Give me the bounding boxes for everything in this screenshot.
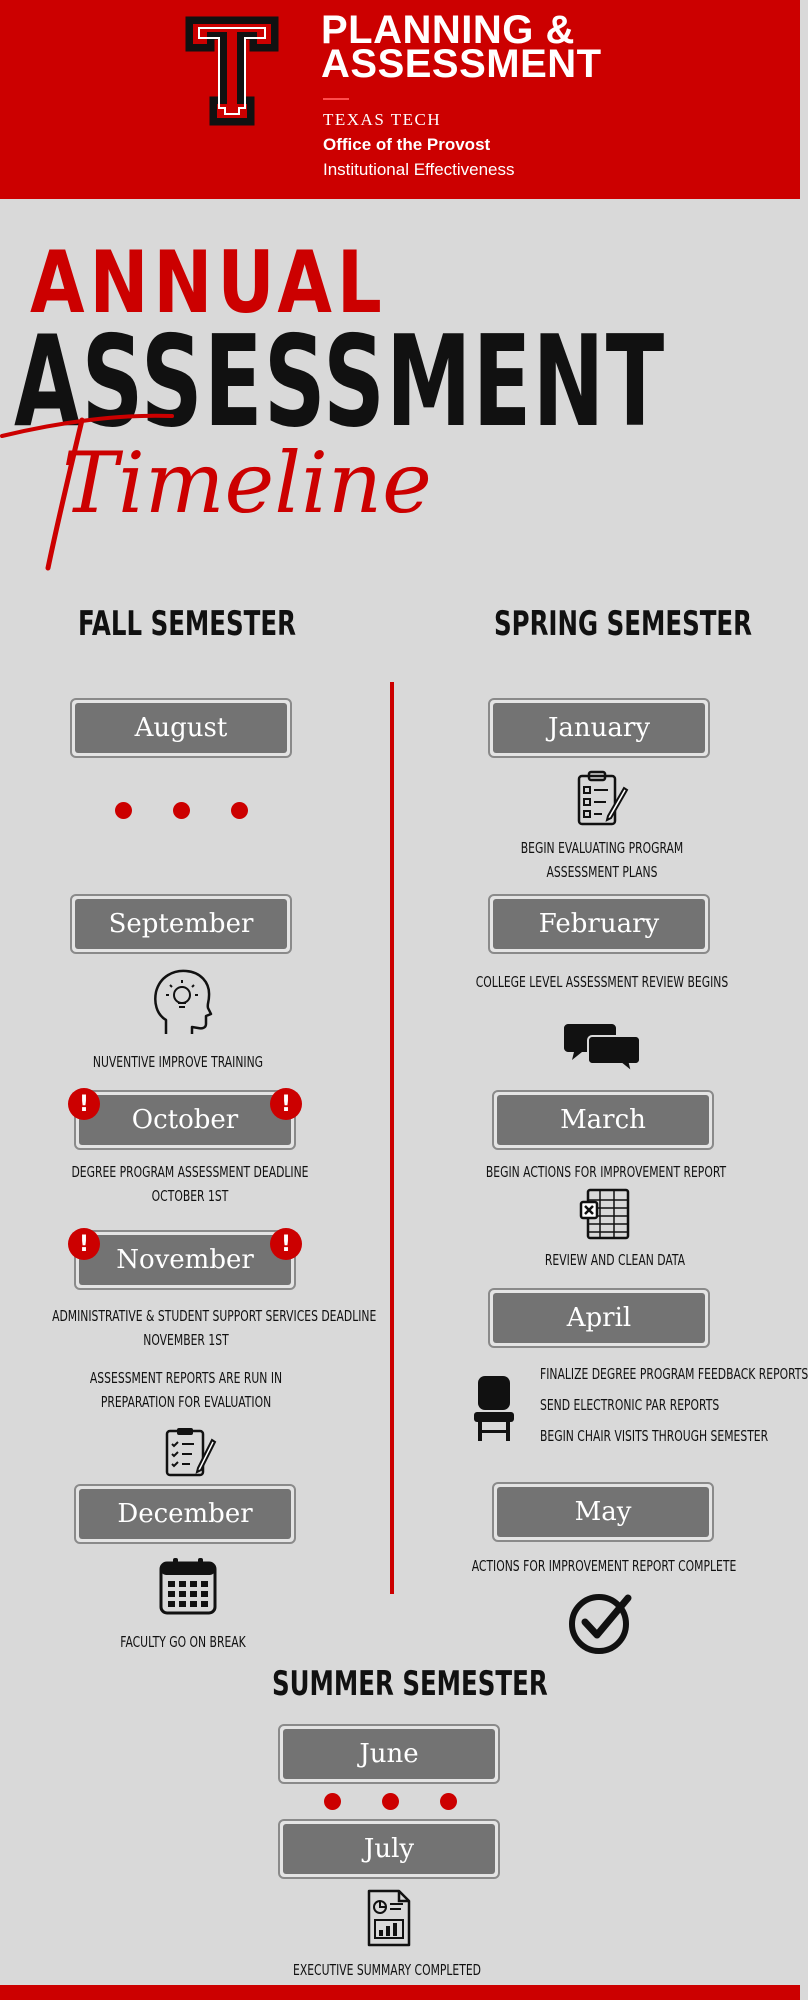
alert-icon: ! — [270, 1088, 302, 1120]
brand-title — [321, 8, 761, 86]
calendar-icon — [158, 1556, 218, 1616]
november-caption-1: ADMINISTRATIVE & STUDENT SUPPORT SERVICES DEADLINE — [52, 1307, 377, 1325]
october-caption-1: DEGREE PROGRAM ASSESSMENT DEADLINE — [71, 1163, 309, 1181]
alert-icon: ! — [68, 1228, 100, 1260]
november-caption-3: ASSESSMENT REPORTS ARE RUN IN — [89, 1369, 283, 1387]
chat-bubbles-icon — [564, 1022, 640, 1072]
march-caption-2: REVIEW AND CLEAN DATA — [544, 1251, 686, 1269]
summer-heading: SUMMER SEMESTER — [272, 1664, 548, 1704]
month-december — [74, 1484, 296, 1544]
month-january — [488, 698, 710, 758]
month-october-label: October — [79, 1095, 291, 1145]
november-caption-4: PREPARATION FOR EVALUATION — [100, 1393, 272, 1411]
month-october — [74, 1090, 296, 1150]
february-caption: COLLEGE LEVEL ASSESSMENT REVIEW BEGINS — [475, 973, 729, 991]
footer-bar — [0, 1985, 800, 2000]
april-item-1: FINALIZE DEGREE PROGRAM FEEDBACK REPORTS — [540, 1365, 808, 1383]
month-february — [488, 894, 710, 954]
month-november-label: November — [79, 1235, 291, 1285]
dot — [324, 1793, 341, 1810]
clipboard-checklist-icon — [576, 770, 628, 828]
month-april-label: April — [493, 1293, 705, 1343]
month-february-label: February — [493, 899, 705, 949]
alert-icon: ! — [270, 1228, 302, 1260]
checklist-pencil-icon — [164, 1426, 216, 1478]
double-t-logo — [185, 16, 279, 128]
brand-divider — [323, 98, 349, 100]
spreadsheet-icon — [580, 1188, 630, 1240]
april-item-3: BEGIN CHAIR VISITS THROUGH SEMESTER — [540, 1427, 769, 1445]
july-caption: EXECUTIVE SUMMARY COMPLETED — [292, 1961, 481, 1979]
brand-title-line2: ASSESSMENT — [321, 42, 602, 86]
month-july — [278, 1819, 500, 1879]
december-caption: FACULTY GO ON BREAK — [120, 1633, 246, 1651]
brand-org: TEXAS TECH — [323, 110, 442, 129]
month-january-label: January — [493, 703, 705, 753]
dot — [173, 802, 190, 819]
march-caption-1: BEGIN ACTIONS FOR IMPROVEMENT REPORT — [485, 1163, 727, 1181]
fall-heading: FALL SEMESTER — [78, 604, 296, 644]
brand-department: Institutional Effectiveness — [323, 160, 515, 179]
november-caption-2: NOVEMBER 1ST — [143, 1331, 229, 1349]
brand-title-line1: PLANNING & — [321, 8, 575, 52]
month-march-label: March — [497, 1095, 709, 1145]
month-may-label: May — [497, 1487, 709, 1537]
title-assessment: ASSESSMENT — [14, 308, 666, 455]
title-annual: ANNUAL — [30, 233, 387, 333]
month-march — [492, 1090, 714, 1150]
month-july-label: July — [283, 1824, 495, 1874]
dot — [382, 1793, 399, 1810]
month-december-label: December — [79, 1489, 291, 1539]
timeline-divider — [390, 682, 394, 1594]
dot — [231, 802, 248, 819]
chair-icon — [472, 1374, 516, 1442]
title-timeline-script — [0, 400, 432, 580]
title-timeline-text: Timeline — [62, 434, 432, 532]
head-lightbulb-icon — [152, 968, 212, 1036]
month-august-label: August — [75, 703, 287, 753]
month-november — [74, 1230, 296, 1290]
month-april — [488, 1288, 710, 1348]
report-document-icon — [366, 1888, 412, 1948]
january-caption-1: BEGIN EVALUATING PROGRAM — [520, 839, 684, 857]
checkmark-circle-icon — [568, 1590, 634, 1656]
october-caption-2: OCTOBER 1ST — [151, 1187, 229, 1205]
dot — [115, 802, 132, 819]
alert-icon: ! — [68, 1088, 100, 1120]
january-caption-2: ASSESSMENT PLANS — [546, 863, 658, 881]
month-may — [492, 1482, 714, 1542]
month-september — [70, 894, 292, 954]
month-september-label: September — [75, 899, 287, 949]
september-caption: NUVENTIVE IMPROVE TRAINING — [92, 1053, 264, 1071]
month-june-label: June — [283, 1729, 495, 1779]
dot — [440, 1793, 457, 1810]
may-caption: ACTIONS FOR IMPROVEMENT REPORT COMPLETE — [471, 1557, 737, 1575]
month-august — [70, 698, 292, 758]
month-june — [278, 1724, 500, 1784]
spring-heading: SPRING SEMESTER — [494, 604, 752, 644]
april-item-2: SEND ELECTRONIC PAR REPORTS — [540, 1396, 720, 1414]
brand-office: Office of the Provost — [323, 135, 491, 154]
